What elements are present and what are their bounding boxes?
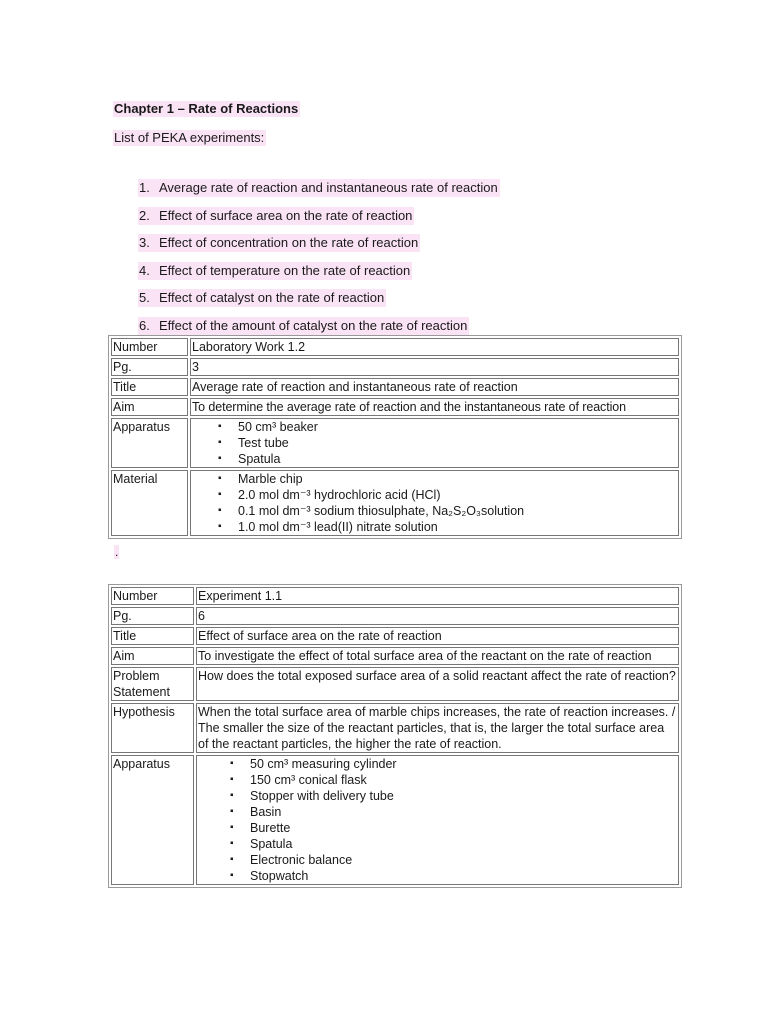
aim-value: To investigate the effect of total surface area of the reactant on the rate of reaction	[196, 647, 679, 665]
pg-label: Pg.	[111, 358, 188, 376]
list-item: 4. Effect of temperature on the rate of reaction	[139, 263, 411, 278]
list-item: ▪ Stopwatch	[198, 868, 677, 884]
title-value: Effect of surface area on the rate of reaction	[196, 627, 679, 645]
hypothesis-value: When the total surface area of marble chips increases, the rate of reaction increases. / The smaller the size of the reactant particles, that is, the larger the total surface area of the reactant particles, the higher the rate of reaction.	[196, 703, 679, 753]
title-value: Average rate of reaction and instantaneous rate of reaction	[190, 378, 679, 396]
title-label: Title	[111, 378, 188, 396]
apparatus-list-cell	[190, 418, 679, 468]
list-item: ▪ Basin	[198, 804, 677, 820]
list-item: ▪ Stopper with delivery tube	[198, 788, 677, 804]
list-item: ▪ 0.1 mol dm⁻³ sodium thiosulphate, Na₂S₂O₃solution	[192, 503, 677, 519]
pg-label: Pg.	[111, 607, 194, 625]
list-item: 1. Average rate of reaction and instantaneous rate of reaction	[139, 180, 498, 195]
list-item: ▪ Spatula	[198, 836, 677, 852]
list-item: ▪ Marble chip	[192, 471, 677, 487]
table-row	[111, 755, 679, 885]
table-row	[111, 418, 679, 468]
aim-label: Aim	[111, 398, 188, 416]
table-row	[111, 587, 679, 605]
number-value: Laboratory Work 1.2	[190, 338, 679, 356]
chapter-title: Chapter 1 – Rate of Reactions	[114, 101, 299, 116]
table-row	[111, 667, 679, 701]
list-item: ▪ 1.0 mol dm⁻³ lead(II) nitrate solution	[192, 519, 677, 535]
pg-value: 3	[190, 358, 679, 376]
problem-statement-label: Problem Statement	[111, 667, 194, 701]
list-item: ▪ Burette	[198, 820, 677, 836]
table-row	[111, 470, 679, 536]
list-item: 5. Effect of catalyst on the rate of reaction	[139, 290, 385, 305]
material-list-cell	[190, 470, 679, 536]
list-item: ▪ 50 cm³ measuring cylinder	[198, 756, 677, 772]
number-label: Number	[111, 338, 188, 356]
table-row	[111, 703, 679, 753]
apparatus-label: Apparatus	[111, 755, 194, 885]
table-row	[111, 338, 679, 356]
separator-dot: .	[115, 545, 119, 559]
list-item: ▪ Test tube	[192, 435, 677, 451]
apparatus-list	[192, 419, 677, 467]
title-label: Title	[111, 627, 194, 645]
list-item: ▪ 50 cm³ beaker	[192, 419, 677, 435]
list-item: ▪ Spatula	[192, 451, 677, 467]
hypothesis-label: Hypothesis	[111, 703, 194, 753]
apparatus-label: Apparatus	[111, 418, 188, 468]
list-item: ▪ 2.0 mol dm⁻³ hydrochloric acid (HCl)	[192, 487, 677, 503]
table-row	[111, 378, 679, 396]
list-item: ▪ 150 cm³ conical flask	[198, 772, 677, 788]
apparatus-list	[198, 756, 677, 884]
list-item: 3. Effect of concentration on the rate of reaction	[139, 235, 419, 250]
number-value: Experiment 1.1	[196, 587, 679, 605]
experiment-table	[108, 584, 682, 888]
list-item: 2. Effect of surface area on the rate of reaction	[139, 208, 413, 223]
aim-label: Aim	[111, 647, 194, 665]
material-list	[192, 471, 677, 535]
pg-value: 6	[196, 607, 679, 625]
number-label: Number	[111, 587, 194, 605]
laboratory-work-table	[108, 335, 682, 539]
list-item: 6. Effect of the amount of catalyst on the rate of reaction	[139, 318, 468, 333]
list-intro: List of PEKA experiments:	[114, 130, 265, 145]
table-row	[111, 607, 679, 625]
table-row	[111, 398, 679, 416]
apparatus-list-cell	[196, 755, 679, 885]
table-row	[111, 647, 679, 665]
material-label: Material	[111, 470, 188, 536]
table-row	[111, 358, 679, 376]
aim-value: To determine the average rate of reaction and the instantaneous rate of reaction	[190, 398, 679, 416]
problem-statement-value: How does the total exposed surface area of a solid reactant affect the rate of reaction?	[196, 667, 679, 701]
table-row	[111, 627, 679, 645]
list-item: ▪ Electronic balance	[198, 852, 677, 868]
